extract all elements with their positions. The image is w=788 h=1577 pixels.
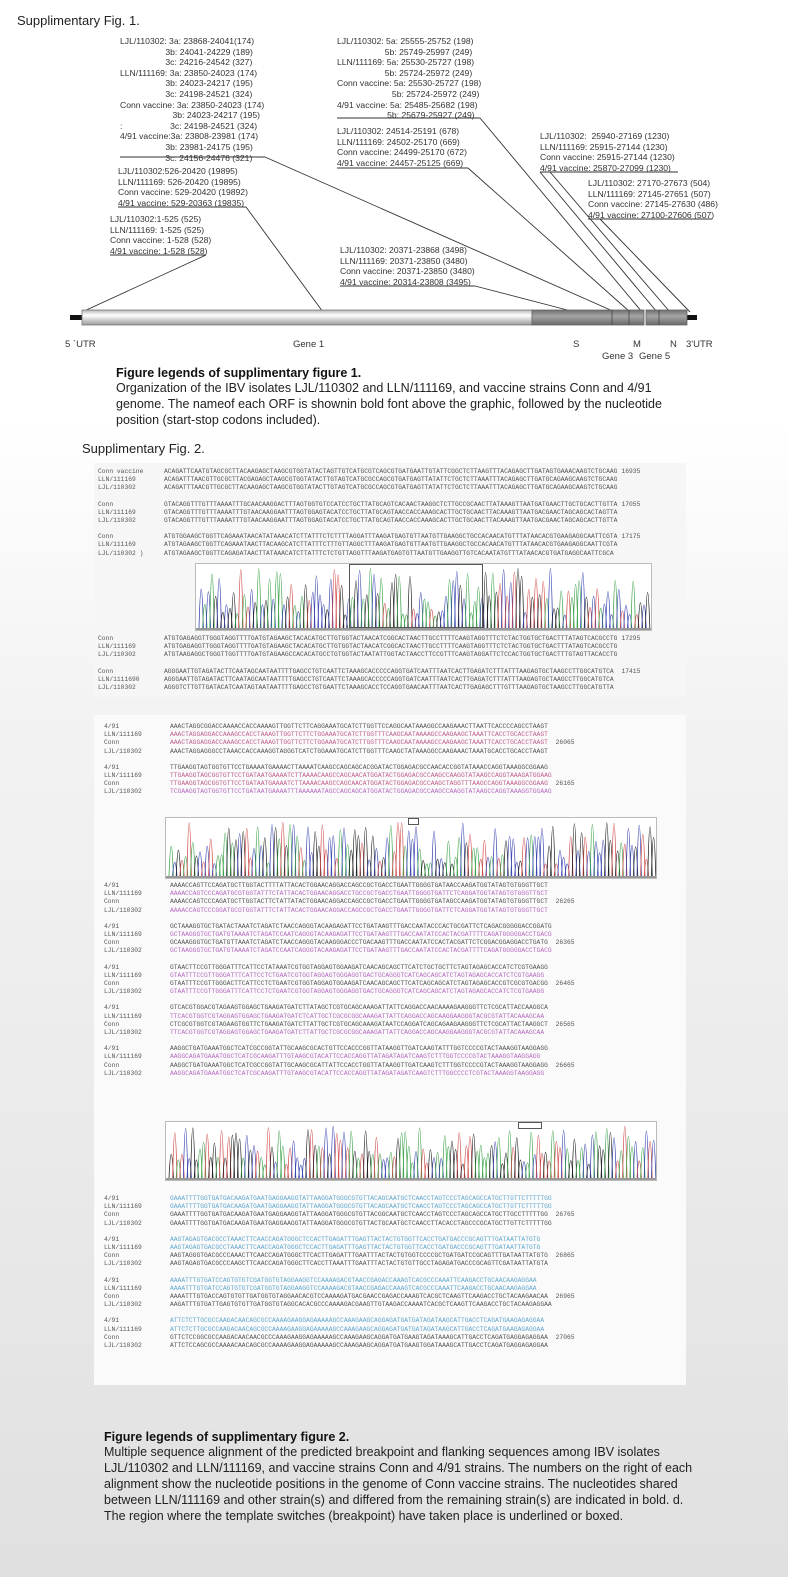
annotation-line: LLN/111169: 27145-27651 (507): [588, 188, 711, 199]
alignment-row: [98, 643, 617, 651]
alignment-block: [98, 635, 641, 660]
label-gene5: Gene 5: [639, 351, 671, 362]
alignment-row: [104, 772, 552, 780]
sequence: AAGGCAGATGAAATGGCTCATCGCAAGATTTGTAAGCGTACATTCCACCAGGTTATAGATAGATCAAGTCTTTGGTCCCCGTACTAAAGGTAAGGAGG: [170, 1053, 541, 1061]
strain-label: LLN/111169: [104, 971, 142, 979]
alignment-block: [104, 963, 575, 997]
sequence: TTGAAGGTAGCGGTGTTCCTGATAATGAAAATCTTAAAACAAGCCAGCAACATGGATACTGGAGACGCCAAGCCAAGGTATAAGCCAGGTAAAGATGGAAG: [170, 772, 552, 780]
alignment-row: [104, 923, 552, 931]
annotation-line: 3b: 24023-24217 (195): [120, 110, 260, 121]
sequence: AGGGAATTGTAGATACTTCAATAGCAATAATTTTGAGCCTGTCAATTCTAAAGCACCCCCAGGTGATCAATTTAATCACTTGAGATCTTTATTTAAGAGTGCTAAGCCTTGGCATGTCA: [164, 667, 614, 675]
alignment-row: [104, 1285, 552, 1293]
position-number: 26565: [555, 1020, 575, 1028]
position-number: 27065: [555, 1333, 575, 1341]
alignment-row: [98, 550, 617, 558]
strain-label: LLN/111169: [104, 1244, 142, 1252]
annotation-line: 5b: 25724-25972 (249): [337, 67, 473, 78]
strain-label: LJL/110302: [98, 651, 136, 659]
alignment-block: [104, 1195, 575, 1228]
sequence: ACAGATTTAACGTTGCGCTTACGAGAGCTAAGCGTGGTATACTTGTAGTCATGCGCCAGCGTGATGAGTTATATTCTGCTCTTAAATTTACAGAGCTTGATGCAGAAGCAAGTCTGCAAG: [164, 476, 618, 484]
alignment-row: [104, 1220, 552, 1228]
alignment-row: [98, 651, 617, 659]
alignment-row: [98, 468, 641, 476]
alignment-row: [98, 484, 617, 492]
annotation-line: LLN/111169: 1-525 (525): [110, 224, 205, 235]
annotation-line: 4/91 vaccine: 27100-27606 (507): [588, 209, 715, 220]
alignment-row: [98, 533, 641, 541]
strain-label: 4/91: [104, 1276, 120, 1284]
annotation-line: Conn vaccine: 24499-25170 (672): [337, 147, 467, 158]
alignment-row: [104, 1045, 552, 1053]
sequence: GTACAGGTTTGTTTAAAATTTGTAACAAGGAATTTAGTGGAGTACATCCTGCTTATGCAGTAACCACCAAAGCACTTGCTGCAACTTACAAAGTTAATGACGAACTAGCAGCACTTGTTA: [164, 517, 618, 525]
fig2-title: Supplimentary Fig. 2.: [82, 441, 205, 456]
alignment-row: [104, 748, 552, 756]
annotation-line: LJL/110302: 27170-27673 (504): [588, 178, 711, 188]
sequence: AAGTAGGGTGACGCCCAAACTTCAACCAGATGGGCTTCACTTGAGATTTGAATTTACTACTGTGGTCCCCGCTGATGATCCGCAGTTTGATAATTATGTG: [170, 1252, 548, 1260]
annotation-line: 5b: 25724-25972 (249): [337, 88, 480, 99]
sequence: CTCGCGTGGTCGTAGAAGTGGTTCTGAAGATGATCTTATTGCTCGTGCAGCAAAGATAATCCAGGATCAGCAGAAGAAGGGTTCTCGCATTACTAAGGCT: [170, 1020, 548, 1028]
sequence: AAACTAGGAGGACCAAAGCCACCTAAAGTTGGTTCTTCTGGAAATGCATCTTGGTTTCAAGCAATAAAAGCCAAGAAGCTAAATTCACCTGCACCTAAGT: [170, 739, 548, 747]
chromatogram-trace: [166, 818, 656, 878]
strain-label: LLN/1111690: [98, 675, 140, 683]
alignment-row: [104, 1070, 552, 1078]
strain-label: LJL/110302: [104, 1301, 142, 1309]
alignment-row: [104, 1211, 575, 1219]
alignment-block: [104, 1276, 575, 1310]
alignment-a-blocks-4-5: [98, 635, 641, 700]
alignment-row: [104, 1326, 552, 1334]
sequence: GTAATTTCCGTTGGGACTTCATTCCTCTGAATCGTGGTAGGAGTGGAAGATCAACAGCAGCTTCATCAGCAGCATCTAGTAGAGCACCGTCGCGTGACGG: [170, 980, 548, 988]
strain-label: Conn: [104, 939, 120, 947]
strain-label: LLN/111169: [104, 1203, 142, 1211]
label-s: S: [573, 339, 580, 350]
annotation-line: Conn vaccine: 20371-23850 (3480): [340, 266, 475, 277]
sequence: GTACAGGTTTGTTTAAAATTTGTAACAAGGAATTTAGTGGAGTACATCCTGCTTATGCAGTAACCACCAAAGCACTTGCTGCAACTTACAAAGTTAATGACGAACTAGCAGCACTAGTTA: [164, 508, 618, 516]
sequence: GTAATTTCCGTTGGGATTTCATTCCTCTGAATCGTGGTAGGAGTGGGAGGTGACTGCAGGGTCATCAGCAGCATCTAGTAGAGCACCATCTCGTGAAGG: [170, 988, 545, 996]
alignment-row: [104, 988, 552, 996]
alignment-row: [104, 1053, 552, 1061]
annotation-line: 4/91 vaccine: 529-20363 (19835): [118, 197, 245, 208]
alignment-row: [104, 1004, 552, 1012]
strain-label: LJL/110302: [104, 947, 142, 955]
alignment-row: [104, 1277, 552, 1285]
alignment-b-blocks-8-11: [104, 1195, 575, 1358]
alignment-row: [98, 635, 641, 643]
annotation-line: LLN/111169: 5a: 25530-25727 (198): [337, 57, 475, 68]
strain-label: Conn: [98, 533, 114, 541]
sequence: AAGATTTGTGATTGAGTGTGTTGATGGTGTAGGCACACGCCCAAAAGACGAAGTTGTAAGACCAAAATCACGCTCAAGTTCAAGACCTGCTACAAGAGGAA: [170, 1301, 552, 1309]
annotation-line: 3c: 24216-24542 (327): [120, 57, 253, 68]
strain-label: LLN/111169: [104, 931, 142, 939]
sequence: ATGTAAGAGGCTGGGTTGGTTTTGATGTAGAAGCCACACATGCCTGTGGTACTAATATTGGTACTAACCTTCCGTTTCAAGTAGGATTCTCCACTGGTGCTGACTTTGTAGTTACACCTG: [164, 651, 618, 659]
alignment-row: [104, 931, 552, 939]
sequence: AAGGCTGATGAAATGGCTCATCGCCGGTATTGCAAGCGCACTGTTCCACCCGGTTATAAGGTTGATCAAGTATTTGGTCCCCGTACTAAAGGTAAGGAGG: [170, 1045, 548, 1053]
strain-label: Conn: [104, 1293, 120, 1301]
sequence: AAGTAGAGTGACGCCTAAACTTCAACCAGATGGGCTCCACTTGAGATTTGAGTTACTACTGTGGTTCACCTGATGACCCGCAGTTTGATAATTATGTG: [170, 1244, 541, 1252]
annotation-line: LJL/110302: 3a: 23868-24041(174): [120, 36, 255, 46]
annotation-line: 3c: 24156-24476 (321): [120, 152, 253, 163]
sequence: AAAACCAGTCCCAGATGCTTGGTACTTCTATTATACTGGAACAGGACCAGCCGCTGACCTGAATTGGGGTGATAGCCAAGATGGTATAGTGTGGGTTGCT: [170, 898, 548, 906]
position-number: 17415: [621, 667, 641, 675]
alignment-row: [98, 500, 641, 509]
fig1-legend-body: Organization of the IBV isolates LJL/110302 and LLN/111169, and vaccine strains Conn and 4/91 genome. The nameof each ORF is shownin bold font above the graphic, followed by the nucleotide position (start-stop codons included).: [116, 381, 662, 427]
alignment-block: [98, 500, 641, 526]
sequence: GAAATTTTGGTGATGACAAGATGAATGAGGAAGGTATTAAGGATGGGCGTGTTACAGCAATGCTCAACCTAGTCCCTAGCAGCCATGCTTGTTCTTTTTGG: [170, 1203, 552, 1211]
alignment-row: [104, 972, 552, 980]
strain-label: Conn: [104, 1061, 120, 1069]
annotation-line: 4/91 vaccine: 1-528 (528): [110, 245, 208, 256]
alignment-row: [104, 1013, 552, 1021]
position-number: 26065: [555, 739, 575, 747]
strain-label: LLN/111169: [104, 731, 142, 739]
sequence: TTGAAGGTAGTGGTGTTCCTGAAAATGAAAACTTAAAATCAAGCCAGCAGCACGGATACTGGAGACGCCAACACCGGTATAAACCAGGTAAAGGCGGAAG: [170, 763, 548, 771]
strain-label: 4/91: [104, 922, 120, 930]
annotation-line: LLN/111169: 3a: 23850-24023 (174): [120, 67, 258, 78]
strain-label: LJL/110302: [104, 747, 142, 755]
sequence: ATGTAGAAGCTGGTTCAGAAATAACTTACAAGCATCTTATTTCTTTGTTAGGCTTTAAGATGAGTGTTAATGTTGAAGGCTGCCACAACATGTTTATAACACGTGAAGAGGCAATTCGTA: [164, 541, 618, 549]
alignment-row: [104, 1252, 575, 1260]
strain-label: LLN/111169: [98, 541, 136, 549]
sequence: AAGGCTGATGAAATGGCTCATCGCCGGTATTGCAAGCGCATTATTCCACCTGGTTATAAGGTTGATCAAGTCTTTGGTCCCCGTACTAAAGGTAAGGAGG: [170, 1061, 548, 1069]
strain-label: Conn: [104, 1211, 120, 1219]
alignment-row: [104, 1195, 552, 1203]
strain-label: Conn: [104, 1020, 120, 1028]
position-number: 26965: [555, 1293, 575, 1301]
label-n: N: [670, 339, 677, 350]
alignment-b-blocks-1-2: [104, 723, 575, 805]
strain-label: Conn: [104, 780, 120, 788]
sequence: AAAACCAGTCCCGGATGCGTGGTATTTCTATTACACTGGAACAGGACCAGCCGCTGACCTGAATTGGGGTGATTCTCAGGATGGTATAGTGTGGGTTGCT: [170, 906, 548, 914]
alignment-row: [104, 1260, 552, 1268]
annotation-line: LJL/110302:526-20420 (19895): [118, 166, 238, 176]
strain-label: LJL/110302: [104, 906, 142, 914]
sequence: AAGTAGAGTGACGCCCAAGCTTCAACCAGATGGGCTTCACCTTAAATTTGAATTTACTACTGTGTTGCCTAGAGATGACCCGCAGTTCGATAATTATGTA: [170, 1260, 548, 1268]
annotation-line: LJL/110302:1-525 (525): [110, 214, 202, 224]
alignment-block: [104, 723, 575, 756]
alignment-row: [104, 1020, 575, 1029]
sequence: ACAGATTCAATGTAGCGCTTACAAGAGCTAAGCGTGGTATACTAGTTGTCATGCGTCAGCGTGATGAATTGTATTCGGCTCTTAAGTTTACAGAGCTTGATAGTGAAACAAGTCTGCAAG: [164, 468, 618, 475]
sequence: GAAATTTTGGTGATGACAAGATGAATGAGGAAGGTATTAAGGATGGGCGTGTTACGGCAATGCTCAACCTAGTCCCTAGCAGCCATGCTTGCCTTTTTGG: [170, 1211, 548, 1219]
strain-label: LJL/110302: [104, 1219, 142, 1227]
alignment-row: [98, 541, 617, 549]
alignment-block: [98, 667, 641, 693]
annotation-line: Conn vaccine: 5a: 25530-25727 (198): [337, 78, 482, 89]
sequence: TTGAAGGTAGCGGTGTTCCTGATAATGAAAATCTTAAAACAAGCCAGCAACATGGATACTGGAGACGCCAAGCTAGGTTTAAGCCAGGTAAAGGCGGAAG: [170, 780, 548, 788]
label-3utr: 3'UTR: [686, 339, 713, 350]
strain-label: Conn: [104, 980, 120, 988]
strain-label: 4/91: [104, 1045, 120, 1053]
sequence: GTACAGGTTTGTTTAAAATTTGCAACAAGGACTTTAGTGGTGTCCATCCTGCTTATGCAGTCACAACTAAGGCTCTTGCCGCAACTTATAAAGTTAATGATGAACTTGCTGCACTTGTTA: [164, 500, 618, 508]
alignment-block: [104, 922, 575, 956]
position-number: 17175: [621, 533, 641, 541]
alignment-row: [104, 1244, 552, 1252]
chromatogram-a: [195, 563, 652, 631]
annotation-line: LLN/111169: 526-20420 (19895): [118, 176, 241, 187]
annotation-line: LLN/111169: 20371-23850 (3480): [340, 255, 468, 266]
sequence: ATTCTCTTGCGCCAAGACAACAGCGCCAAAAGAAGGAGAAAAAGCCAAAGAAGCAGGAGATGATGATAGATAAGCATTGACCTCAGATGAAGAGAGGAA: [170, 1325, 545, 1333]
alignment-row: [98, 667, 641, 676]
sequence: GCTAAAGGTGCTGATACTAAATCTAGATCTAACCAGGGTACAAGAGATTCCTGATAAGTTTGACCAATACCCACTGCGATTCTCAGACGGGGGACCGGATG: [170, 922, 552, 930]
alignment-block: [104, 1045, 575, 1078]
annotation-line: LJL/110302: 5a: 25555-25752 (198): [337, 36, 474, 46]
alignment-row: [104, 964, 552, 972]
annotation-line: 4/91 vaccine: 20314-23808 (3495): [340, 276, 471, 287]
strain-label: Conn: [98, 635, 114, 642]
alignment-block: [104, 763, 575, 797]
fig1-legend: [116, 366, 676, 428]
strain-label: LLN/111169: [98, 643, 136, 651]
position-number: 26765: [555, 1211, 575, 1219]
annotation-line: LJL/110302: 25940-27169 (1230): [540, 131, 670, 141]
sequence: ATGTAGAAGCTGGTTCAGAGATAACTTATAAACATCTTATTTCTCTGTTAGGTTTAAGATGAGTGTTAATGTTGAAGGTTGTCACAATATGTTTATAACACGTGATGAGGCAATTCGCA: [164, 549, 614, 557]
alignment-row: [104, 939, 575, 947]
alignment-row: [104, 1293, 575, 1301]
alignment-row: [98, 476, 617, 484]
fig2-legend-body: Multiple sequence alignment of the predicted breakpoint and flanking sequences among IBV isolates LJL/110302 and LLN/111169, and vaccine strains Conn and 4/91 strains. The numbers on the right of each alignment show the nucleotide positions in the genome of Conn vaccine strains. The nucleotides shared between LLN/111169 and other strain(s) and differed from the remaining strain(s) are indicated in bold. d. The region where the template switches (breakpoint) have taken place is underlined or boxed.: [104, 1445, 693, 1523]
strain-label: LLN/111169: [104, 1012, 142, 1020]
strain-label: Conn vaccine: [98, 468, 144, 475]
alignment-row: [104, 723, 552, 731]
sequence: ATTCTCCAGCGCCAAAACAACAGCGCCAAAAGAAGGAGAAAAAGCCAAAGAAGCAGGATGATGAAGTGGATAAAGCATTGACCTCAGATGAGGAGAGGAA: [170, 1342, 548, 1350]
alignment-row: [104, 882, 552, 890]
label-gene1: Gene 1: [293, 339, 325, 350]
alignment-block: [98, 468, 641, 493]
strain-label: LJL/110302: [104, 1260, 142, 1268]
alignment-row: [104, 907, 552, 915]
alignment-block: [104, 882, 575, 915]
sequence: TCGAAGGTAGTGGTGTTCCTGATAATGAAAATTTAAAAAATAGCCAGCAGCATGGATACTGGAGACGCCAAGCCAAGGTATAAGCCAGGTAAAGGTGGAAG: [170, 788, 552, 796]
annotation-line: Conn vaccine: 27145-27630 (486): [588, 199, 718, 210]
genome-diagram: [0, 0, 788, 380]
position-number: 17055: [621, 500, 641, 508]
sequence: ATGTGAGAGGTTGGGTAGGTTTTGATGTAGAAGCTACACATGCTTGTGGTACTAACATCGGCACTAACTTGCCTTTTCAAGTAGGTTTCTCTACTGGTGCTGACTTTATAGTCACGCCTG: [164, 643, 618, 651]
alignment-row: [98, 684, 617, 692]
chromatogram-trace: [166, 1122, 656, 1180]
alignment-row: [98, 676, 617, 684]
annotation-line: LLN/111169: 24502-25170 (669): [337, 136, 460, 147]
strain-label: LJL/110302: [98, 517, 136, 525]
sequence: ATGTGGAAGCTGGTTCAGAAATAACATATAAACATCTTATTTCTCTTTTAGGATTTAAGATGAGTGTTAATGTTGAAGGCTGCCACAACATGTTTATAACACGTGAAGAGGCAATTCGTA: [164, 533, 618, 541]
alignment-row: [104, 1333, 575, 1342]
sequence: GCTAAGGGTGCTGATGTAAAATCTAGATCCAATCAGGGTACAAGAGATTCCTGATAAGTTTGACCAATATCCACTACGATTTTCAGATGGGGGACCTGACG: [170, 931, 552, 939]
strain-label: 4/91: [104, 1317, 120, 1325]
sequence: GAAATTTTGGTGATGACAAGATGAATGAGGAAGGTATTAAGGATGGGCGTGTTACAGCAATGCTCAACCTAGTCCCTAGCAGCCATGCTTGTTCTTTTTGG: [170, 1195, 552, 1202]
alignment-row: [104, 1317, 552, 1325]
annotation-line: Conn vaccine: 3a: 23850-24023 (174): [120, 99, 265, 110]
strain-label: LLN/111169: [104, 1325, 142, 1333]
annotation-line: Conn vaccine: 25915-27144 (1230): [540, 152, 675, 163]
label-gene3: Gene 3: [602, 351, 634, 362]
annotation-line: 4/91 vaccine:3a: 23808-23981 (174): [120, 131, 259, 142]
position-number: 26165: [555, 780, 575, 788]
annotation-line: 4/91 vaccine: 5a: 25485-25682 (198): [337, 99, 478, 110]
annotation-line: LJL/110302: 24514-25191 (678): [337, 126, 460, 136]
annotation-line: 3b: 23981-24175 (195): [120, 141, 253, 152]
annotation-line: : 3c: 24198-24521 (324): [120, 120, 258, 131]
alignment-row: [104, 1061, 575, 1070]
strain-label: LJL/110302: [104, 1029, 142, 1037]
annotation-line: 3b: 24023-24217 (195): [120, 78, 253, 89]
sequence: AAACTAGGCGGACCAAAACCACCAAAAGTTGGTTCTTCAGGAAATGCATCTTGGTTCCAGGCAATAAAGGCCAAGAAACTTAATTCACCCCAGCCTAAGT: [170, 723, 548, 730]
strain-label: LJL/110302: [98, 484, 136, 492]
alignment-row: [104, 1236, 552, 1244]
strain-label: LLN/111169: [104, 890, 142, 898]
alignment-block: [104, 1235, 575, 1269]
alignment-row: [104, 1342, 552, 1350]
breakpoint-box: [518, 1122, 542, 1129]
alignment-row: [104, 788, 552, 796]
strain-label: Conn: [98, 667, 114, 675]
chromatogram-b2: [165, 1121, 657, 1181]
strain-label: LJL/110302: [104, 788, 142, 796]
annotation-line: LLN/111169: 25915-27144 (1230): [540, 141, 668, 152]
sequence: AAAACCAGTTCCAGATGCTTGGTACTTTTATTACACTGGAACAGGACCAGCCGCTGACCTGAATTGGGGTGATAACCAAGATGGTATAGTGTGGGTTGCT: [170, 882, 548, 889]
alignment-block: [98, 533, 641, 558]
sequence: ACAGATTTAACGTTGCGCTTACAAGAGCTAAGCGTGGTATACTTGTAGTCATGCGCCAGCGTGATGAGTTATATTCTGCTCTTAAATTTACAGAGCTTGATGCAGAAGCAAGTCTGCAAG: [164, 484, 618, 492]
sequence: AAAATTTGTGATCCAGTGTGTCGATGGTGTAGGAAGGTCCAAAAGACGTAACCGAGACCAAAGTCACGCCCAAATTCAAGACCTGCAACAAGAGGAA: [170, 1284, 537, 1292]
sequence: AAGTAGAGTGACGCCTAAACTTCAACCAGATGGGCTCCACTTGAGATTTGAGTTACTACTGTGGTTCACCTGATGACCCGCAGTTTGATAATTATGTG: [170, 1235, 541, 1243]
sequence: AAGGCAGATGAAATGGCTCATCGCAAGATTTGTAAGCGTACATTCCACCAGGTTATAGATAGATCAAGTCTTTGGCCCCTCGTACTAAAGGTAAGGAGG: [170, 1069, 545, 1077]
alignment-row: [104, 980, 575, 988]
strain-label: 4/91: [104, 963, 120, 971]
alignment-b-blocks-3-7: [104, 882, 575, 1086]
sequence: AGGGTCTTGTTGATACATCAATAGTAATAATTTTGAGCCTGTGAATTCTAAAGCACCTCCAGGTGAACAATTTAATCACTTGAGAGCTTTGTTTAAGAGTGCTAAGCCTTGGCATGTTA: [164, 684, 614, 692]
annotation-line: Conn vaccine: 529-20420 (19892): [118, 187, 248, 198]
alignment-row: [98, 517, 617, 525]
strain-label: 4/91: [104, 763, 120, 771]
annotation-line: 5b: 25749-25997 (249): [337, 46, 473, 57]
breakpoint-box: [408, 818, 419, 825]
sequence: ATGTGAGAGGTTGGGTAGGTTTTGATGTAGAAGCTACACATGCTTGTGGTACTAACATCGGCACTAACTTGCCTTTTCAAGTAGGTTTCTCTACTGGTGCTGACTTTATAGTCACGCCTG: [164, 635, 618, 642]
strain-label: LJL/110302 ): [98, 549, 144, 557]
sequence: GCAAAGGGTGCTGATGTTAAATCTAGATCTAACCAGGGTACAAGGGACCCTGACAAGTTTGACCAATATCCACTACGATTCTCGGACGGAGGACCTGATG: [170, 939, 548, 947]
alignment-row: [104, 1203, 552, 1211]
sequence: TTCACGTGGTCGTAGGAGTGGAGCTGAAGATGATCTTATTGCTCGCGCGGCAAAGATTATTCAGGACCAGCAAGGAAGGGTACGCGTATTACAAAGCAA: [170, 1029, 545, 1037]
strain-label: LJL/110302: [104, 988, 142, 996]
annotation-line: 3c: 24198-24521 (324): [120, 88, 253, 99]
alignment-row: [104, 780, 575, 788]
alignment-row: [104, 739, 575, 747]
strain-label: LJL/110302: [104, 1342, 142, 1350]
strain-label: LJL/110302: [104, 1069, 142, 1077]
chromatogram-b1: [165, 817, 657, 879]
strain-label: 4/91: [104, 1235, 120, 1243]
annotation-line: 4/91 vaccine: 25870-27099 (1230): [540, 162, 671, 173]
annotation-line: Conn vaccine: 1-528 (528): [110, 235, 212, 246]
alignment-row: [104, 1301, 552, 1309]
fig2-legend: [104, 1430, 694, 1524]
alignment-a-blocks-1-3: [98, 468, 641, 566]
strain-label: LLN/111169: [104, 1053, 142, 1061]
alignment-row: [104, 898, 575, 906]
sequence: AAACTAGGAGGACCAAAGCCACCTAAAGTTGGTTCTTCTGGAAATGCATCTTGGTTTCAAGCAATAAAAGCCAAGAAGCTAAATTCACCTGCACCTAAGT: [170, 731, 548, 739]
alignment-row: [104, 947, 552, 955]
strain-label: LLN/111169: [98, 508, 136, 516]
alignment-row: [98, 509, 617, 517]
strain-label: LLN/111169: [104, 772, 142, 780]
sequence: ATTCTCTTGCGCCAAGACAACAGCGCCAAAAGAAGGAGAAAAAGCCAAAGAAGCAGGAGATGATGATAGATAAGCATTGACCTCAGATGAAGAGAGGAA: [170, 1317, 545, 1325]
breakpoint-box: [349, 564, 483, 628]
strain-label: Conn: [98, 500, 114, 508]
sequence: TTCACGTGGTCGTAGGAGTGGAGCTGAAGATGATCTCATTGCTCGCGCGGCAAAGATTATTCAGGACCAGCAAGGAAGGGTACGCGTATTACAAAGCAA: [170, 1012, 545, 1020]
annotation-line: 4/91 vaccine: 24457-25125 (669): [337, 157, 464, 168]
sequence: GTAACTTCCGTTGGGATTTCATTCCTATAAATCGTGGTAGGAGTGGAAGATCAACAGCAGCTTCATCTGCTGCTTCTAGTAGAGCACCATCTCGTGAAGG: [170, 963, 548, 971]
strain-label: Conn: [104, 739, 120, 747]
position-number: 26365: [555, 939, 575, 947]
label-m: M: [633, 339, 641, 350]
strain-label: LLN/111169: [104, 1284, 142, 1292]
position-number: 26865: [555, 1252, 575, 1260]
sequence: AAAATTTGTGATCCAGTGTGTCGATGGTGTAGGAAGGTCCAAAAGACGTAACCGAGACCAAAGTCACGCCCAAATTCAAGACCTGCAACAAGAGGAA: [170, 1276, 537, 1284]
annotation-line: 5b: 25679-25927 (249): [337, 110, 475, 121]
position-number: 26465: [555, 980, 575, 988]
fig1-title: Supplimentary Fig. 1.: [17, 13, 140, 28]
strain-label: Conn: [104, 1252, 120, 1260]
annotation-line: 3b: 24041-24229 (189): [120, 46, 253, 57]
position-number: 26665: [555, 1061, 575, 1069]
sequence: AAAATTTGTGACCAGTGTGTTGATGGTGTAGGAACACGTCCAAAAGATGACGAACCGAGACCAAAGTCACGCTCAAGTTCAAGACCTGCTACAAGAACAA: [170, 1293, 548, 1301]
alignment-block: [104, 1004, 575, 1037]
label-5utr: 5 `UTR: [65, 339, 96, 350]
alignment-row: [104, 1029, 552, 1037]
strain-label: Conn: [104, 1333, 120, 1341]
alignment-row: [104, 731, 552, 739]
strain-label: LLN/111169: [98, 476, 136, 484]
strain-label: 4/91: [104, 1195, 120, 1202]
sequence: AAACTAGGAGGGCCTAAACCACCAAAGGTAGGGTCATCTGGAAATGCATCTTGGTTTCAAGCTATAAAGGCCAAGAAACTAAATGCACCTGCACCTAAGT: [170, 747, 548, 755]
position-number: 17295: [621, 635, 641, 642]
alignment-row: [104, 764, 552, 772]
sequence: GTCACGTGGACGTAGAAGTGGAGCTGAAGATGATCTTATAGCTCGTGCAGCAAAGATTATTCAGGACCAACAAAAGAAGGGTTCTCGCATTACCAAGGCA: [170, 1004, 548, 1012]
sequence: AAAACCAGTCCCAGATGCGTGGTATTTCTATTACACTGGAACAGGACCTGCCGCTGACCTGAATTGGGGTGATTCTCAGGATGGTATAGTGTGGGTTGCT: [170, 890, 548, 898]
sequence: AGGGAATTGTAGATACTTCAATAGCAATAATTTTGAGCCTGTCAATTCTAAAGCACCCCCAGGTGATCAATTTAATCACTTGAGATCTTTATTTAAGAGTGCTAAGCCTTGGCATGTCA: [164, 675, 614, 683]
strain-label: Conn: [104, 898, 120, 906]
fig2-legend-heading: Figure legends of supplimentary figure 2.: [104, 1430, 350, 1444]
alignment-row: [104, 890, 552, 898]
strain-label: 4/91: [104, 723, 120, 730]
strain-label: 4/91: [104, 882, 120, 889]
position-number: 16935: [621, 468, 641, 475]
sequence: GAAATTTTGGTGATGACAAGATGAATGAGGAAGGTATTAAGGATGGGCGTGTTACTGCAATGCTCAACCTTACACCTAGCCCGCATGCTTGTTCTTTTTGG: [170, 1219, 552, 1227]
position-number: 26265: [555, 898, 575, 906]
fig1-legend-heading: Figure legends of supplimentary figure 1.: [116, 366, 362, 380]
strain-label: 4/91: [104, 1004, 120, 1012]
strain-label: LJL/110302: [98, 684, 136, 692]
sequence: GTAATTTCCGTTGGGATTTCATTCCTCTGAATCGTGGTAGGAGTGGGAGGTGACTGCAGGGTCATCAGCAGCATCTAGTAGAGCACCATCTCGTGAAGG: [170, 971, 545, 979]
alignment-block: [104, 1317, 575, 1350]
sequence: GTTCTCCGGCGCCAAGACAACAACGCCCAAAGAAGGAGAAAAAGCCAAAGAAGCAGGATGATGAAGTAGATAAAGCATTGACCTCAGATGAGGAGAGGAA: [170, 1333, 548, 1341]
sequence: GCTAAGGGTGCTGATGTAAAATCTAGATCCAATCAGGGTACAAGAGATTCCTGATAAGTTTGACCAATATCCACTACGATTTTCAGATGGGGGACCTGACG: [170, 947, 552, 955]
annotation-line: LJL/110302: 20371-23868 (3498): [340, 245, 467, 255]
